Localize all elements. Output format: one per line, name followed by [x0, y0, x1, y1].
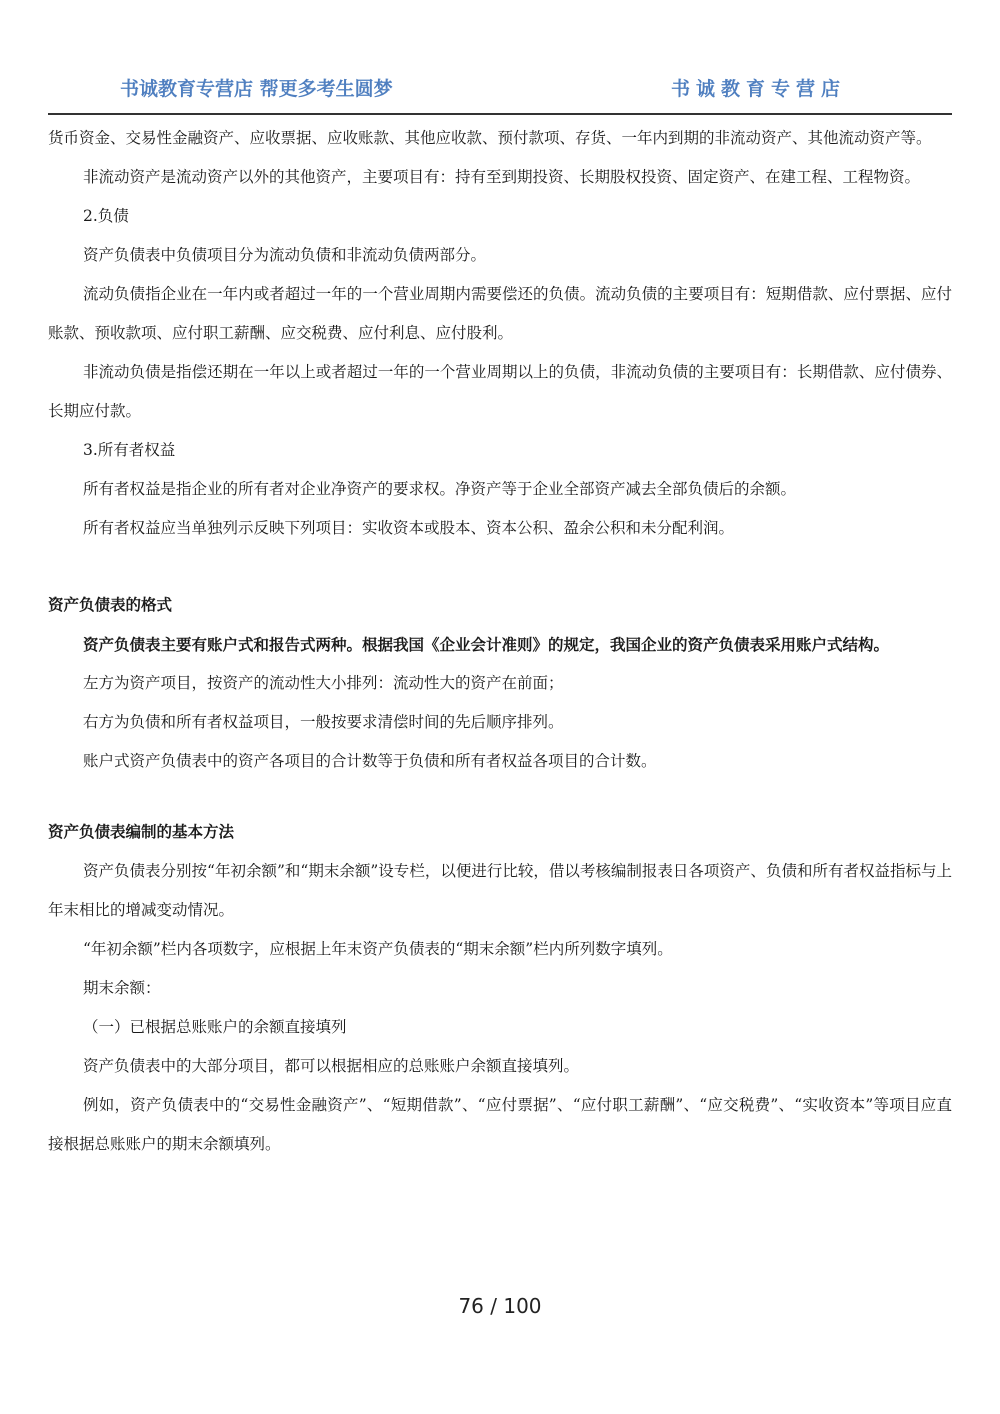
paragraph-noncurrent-assets: 非流动资产是流动资产以外的其他资产，主要项目有：持有至到期投资、长期股权投资、固定资产、在建工程、工程物资。: [83, 168, 921, 186]
paragraph-owners-equity-definition: 所有者权益是指企业的所有者对企业净资产的要求权。净资产等于企业全部资产减去全部负债后的余额。: [83, 480, 797, 498]
paragraph-current-liabilities: 流动负债指企业在一年内或者超过一年的一个营业周期内需要偿还的负债。流动负债的主要项目有：短期借款、应付票据、应付账款、预收款项、应付职工薪酬、应交税费、应付利息、应付股利。: [48, 285, 952, 342]
paragraph-method-rule-one: （一）已根据总账账户的余额直接填列: [83, 1018, 347, 1036]
document-body: [48, 119, 952, 1164]
paragraph-method-columns: 资产负债表分别按“年初余额”和“期末余额”设专栏，以便进行比较，借以考核编制报表日各项资产、负债和所有者权益指标与上年末相比的增减变动情况。: [48, 862, 952, 919]
section-title-format: 资产负债表的格式: [48, 596, 173, 614]
header-slogan: 书诚教育专营店 帮更多考生圆梦: [120, 78, 393, 100]
header-store-name: 书诚教育专营店: [670, 78, 846, 100]
paragraph-noncurrent-liabilities: 非流动负债是指偿还期在一年以上或者超过一年的一个营业周期以上的负债，非流动负债的主要项目有：长期借款、应付债券、长期应付款。: [48, 363, 952, 420]
paragraph-owners-equity-items: 所有者权益应当单独列示反映下列项目：实收资本或股本、资本公积、盈余公积和未分配利润。: [83, 519, 735, 537]
paragraph-format-right: 右方为负债和所有者权益项目，一般按要求清偿时间的先后顺序排列。: [83, 713, 564, 731]
page-number: 76 / 100: [458, 1294, 542, 1318]
subheading-owners-equity: 3.所有者权益: [83, 441, 176, 459]
paragraph-method-opening-balance: “年初余额”栏内各项数字，应根据上年末资产负债表的“期末余额”栏内所列数字填列。: [83, 940, 673, 958]
paragraph-liabilities-intro: 资产负债表中负债项目分为流动负债和非流动负债两部分。: [83, 246, 487, 264]
paragraph-current-assets-list: 货币资金、交易性金融资产、应收票据、应收账款、其他应收款、预付款项、存货、一年内到期的非流动资产、其他流动资产等。: [48, 129, 932, 147]
subheading-liabilities: 2.负债: [83, 207, 129, 225]
paragraph-method-closing-label: 期末余额：: [83, 979, 161, 997]
paragraph-format-left: 左方为资产项目，按资产的流动性大小排列：流动性大的资产在前面；: [83, 674, 564, 692]
section-title-method: 资产负债表编制的基本方法: [48, 823, 235, 841]
paragraph-method-general-ledger: 资产负债表中的大部分项目，都可以根据相应的总账账户余额直接填列。: [83, 1057, 580, 1075]
header-divider: [48, 113, 952, 115]
page-header: [48, 70, 952, 110]
paragraph-format-totals: 账户式资产负债表中的资产各项目的合计数等于负债和所有者权益各项目的合计数。: [83, 752, 657, 770]
paragraph-format-bold: 资产负债表主要有账户式和报告式两种。根据我国《企业会计准则》的规定，我国企业的资产负债表采用账户式结构。: [83, 635, 890, 654]
paragraph-method-example: 例如，资产负债表中的“交易性金融资产”、“短期借款”、“应付票据”、“应付职工薪酬”、“应交税费”、“实收资本”等项目应直接根据总账账户的期末余额填列。: [48, 1096, 952, 1153]
